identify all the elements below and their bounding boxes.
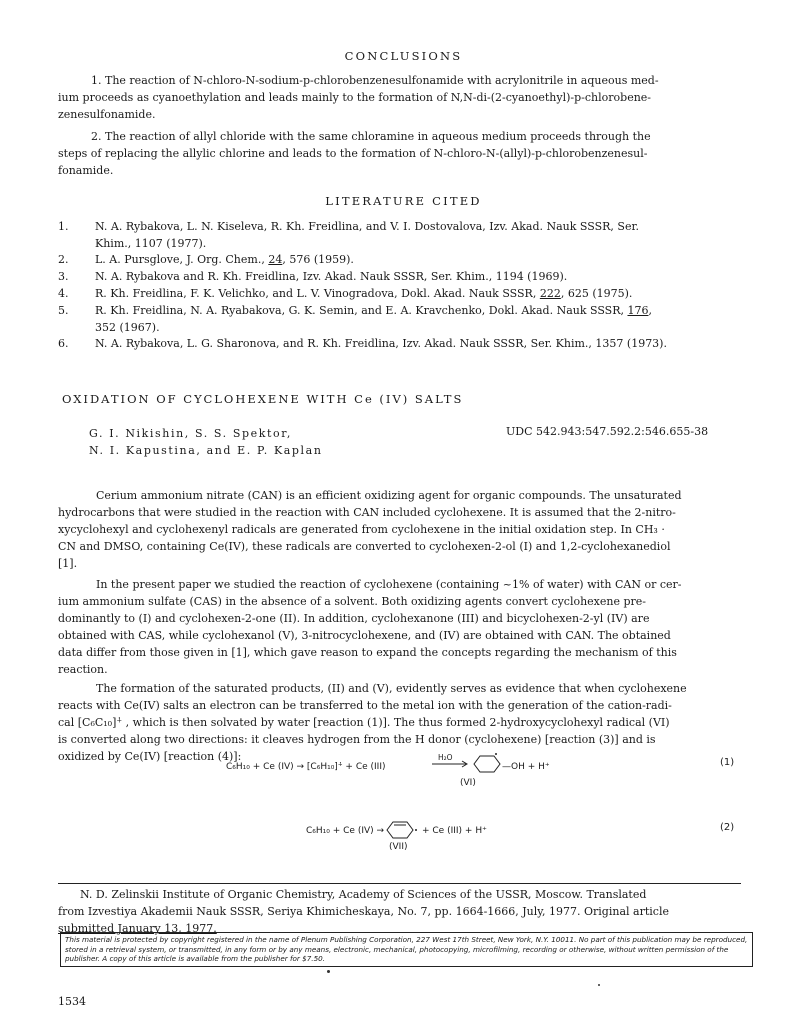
authors-line: G. I. Nikishin, S. S. Spektor,	[89, 427, 292, 440]
text-line: In the present paper we studied the reaction of cyclohexene (containing ~1% of water) with CAN or cer-	[96, 578, 682, 591]
text-line: data differ from those given in [1], which gave reason to expand the concepts regarding the mechanism of this	[58, 646, 677, 659]
text-line: CN and DMSO, containing Ce(IV), these radicals are converted to cyclohexen-2-ol (I) and 1,2-cyclohexanediol	[58, 540, 671, 553]
equation-2-right: + Ce (III) + H⁺	[422, 826, 487, 836]
article-paragraph-3	[58, 680, 741, 765]
equation-1-label: (VI)	[460, 778, 476, 788]
text-line: xycyclohexyl and cyclohexenyl radicals are generated from cyclohexene in the initial oxidation step. In CH₃ ·	[58, 523, 665, 536]
equation-2-number: (2)	[720, 822, 735, 833]
article-paragraph-1	[58, 487, 741, 572]
text-line: ium proceeds as cyanoethylation and leads mainly to the formation of N,N-di-(2-cyanoethyl)-p-chlorobene-	[58, 91, 652, 104]
equation-2-left: C₆H₁₀ + Ce (IV) →	[306, 826, 385, 836]
equation-2-label: (VII)	[389, 842, 408, 852]
text-line: hydrocarbons that were studied in the reaction with CAN included cyclohexene. It is assumed that the 2-nitro-	[58, 506, 676, 519]
reference-number: 3.	[58, 270, 69, 283]
equation-1-reagent: H₂O	[438, 753, 453, 762]
udc-code: UDC 542.943:547.592.2:546.655-38	[506, 425, 709, 438]
text-line: ium ammonium sulfate (CAS) in the absence of a solvent. Both oxidizing agents convert cyclohexene pre-	[58, 595, 647, 608]
text-line: reacts with Ce(IV) salts an electron can be transferred to the metal ion with the generation of the cation-radi-	[58, 699, 672, 712]
literature-heading: LITERATURE CITED	[325, 194, 482, 208]
text-line: dominantly to (I) and cyclohexen-2-one (II). In addition, cyclohexanone (III) and bicyclohexen-2-yl (IV) are	[58, 612, 650, 625]
text-line: fonamide.	[58, 164, 114, 177]
article-title: OXIDATION OF CYCLOHEXENE WITH Ce (IV) SALTS	[62, 392, 464, 406]
radical-dot	[495, 753, 497, 755]
cyclohexyl-ring-icon	[474, 756, 500, 772]
reference-text: R. Kh. Freidlina, F. K. Velichko, and L. V. Vinogradova, Dokl. Akad. Nauk SSSR, 222, 625 (1975).	[95, 287, 633, 300]
text-line: The formation of the saturated products, (II) and (V), evidently serves as evidence that when cyclohexene	[96, 682, 687, 695]
submitted-date: submitted January 13, 1977.	[58, 922, 217, 935]
copyright-notice: This material is protected by copyright registered in the name of Plenum Publishing Corporation, 227 West 17th Street, New York, N.Y. 10011. No part of this publication may be reproduced, stored in a retrieval system, or transmitted, in any form or by any means, electronic, mechanical, photocopying, microfilming, recording or otherwise, without written permission of the publisher. A copy of this article is available from the publisher for $7.50.	[60, 932, 753, 967]
reference-text: N. A. Rybakova, L. N. Kiseleva, R. Kh. Freidlina, and V. I. Dostovalova, Izv. Akad. Nauk SSSR, Ser. Khim., 1107 (1977).	[95, 220, 640, 250]
text-line: from Izvestiya Akademii Nauk SSSR, Seriya Khimicheskaya, No. 7, pp. 1664-1666, July, 1977. Original article	[58, 905, 669, 918]
cyclohexenyl-ring-icon	[387, 822, 413, 838]
text-line: N. D. Zelinskii Institute of Organic Chemistry, Academy of Sciences of the USSR, Moscow. Translated	[80, 888, 647, 901]
equation-1-right: —OH + H⁺	[502, 762, 550, 772]
speck	[327, 970, 330, 973]
text-line: 1. The reaction of N-chloro-N-sodium-p-chlorobenzenesulfonamide with acrylonitrile in aqueous med-	[91, 74, 659, 87]
equation-1-number: (1)	[720, 757, 735, 768]
reference-text: L. A. Pursglove, J. Org. Chem., 24, 576 (1959).	[95, 253, 354, 266]
text-line: [1].	[58, 557, 78, 570]
page-number: 1534	[58, 995, 86, 1008]
speck	[598, 984, 600, 986]
equation-2-graphic	[383, 816, 419, 844]
reference-list	[58, 218, 748, 353]
equation-1-left: C₆H₁₀ + Ce (IV) → [C₆H₁₀]⁺̇ + Ce (III)	[226, 762, 386, 772]
reference-number: 4.	[58, 287, 69, 300]
footnote-rule	[58, 883, 741, 884]
reference-number: 6.	[58, 337, 69, 350]
footnote	[58, 886, 738, 937]
reference-number: 1.	[58, 220, 69, 233]
text-line: steps of replacing the allylic chlorine and leads to the formation of N-chloro-N-(allyl)-p-chlorobenzenesul-	[58, 147, 648, 160]
text-line: is converted along two directions: it cleaves hydrogen from the H donor (cyclohexene) [reaction (3)] and is	[58, 733, 656, 746]
reference-number: 2.	[58, 253, 69, 266]
text-line: oxidized by Ce(IV) [reaction (4)]:	[58, 750, 242, 763]
reference-text: R. Kh. Freidlina, N. A. Ryabakova, G. K. Semin, and E. A. Kravchenko, Dokl. Akad. Nauk SSSR, 176, 352 (1967).	[95, 304, 652, 334]
text-line: zenesulfonamide.	[58, 108, 156, 121]
reference-text: N. A. Rybakova and R. Kh. Freidlina, Izv. Akad. Nauk SSSR, Ser. Khim., 1194 (1969).	[95, 270, 568, 283]
article-paragraph-2	[58, 576, 741, 678]
conclusions-heading: CONCLUSIONS	[344, 49, 463, 63]
text-line: Cerium ammonium nitrate (CAN) is an efficient oxidizing agent for organic compounds. The unsaturated	[96, 489, 682, 502]
radical-dot	[415, 829, 417, 831]
text-line: cal [C₆C₁₀]⁺̇ , which is then solvated by water [reaction (1)]. The thus formed 2-hydroxycyclohexyl radical (VI)	[58, 716, 670, 729]
conclusion-2	[58, 128, 741, 179]
reference-number: 5.	[58, 304, 69, 317]
reference-text: N. A. Rybakova, L. G. Sharonova, and R. Kh. Freidlina, Izv. Akad. Nauk SSSR, Ser. Khim., 1357 (1973).	[95, 337, 667, 350]
text-line: reaction.	[58, 663, 108, 676]
text-line: obtained with CAS, while cyclohexanol (V), 3-nitrocyclohexene, and (IV) are obtained with CAN. The obtained	[58, 629, 671, 642]
text-line: 2. The reaction of allyl chloride with the same chloramine in aqueous medium proceeds through the	[91, 130, 651, 143]
authors-line: N. I. Kapustina, and E. P. Kaplan	[89, 444, 323, 457]
authors	[89, 425, 323, 459]
conclusion-1	[58, 72, 741, 123]
